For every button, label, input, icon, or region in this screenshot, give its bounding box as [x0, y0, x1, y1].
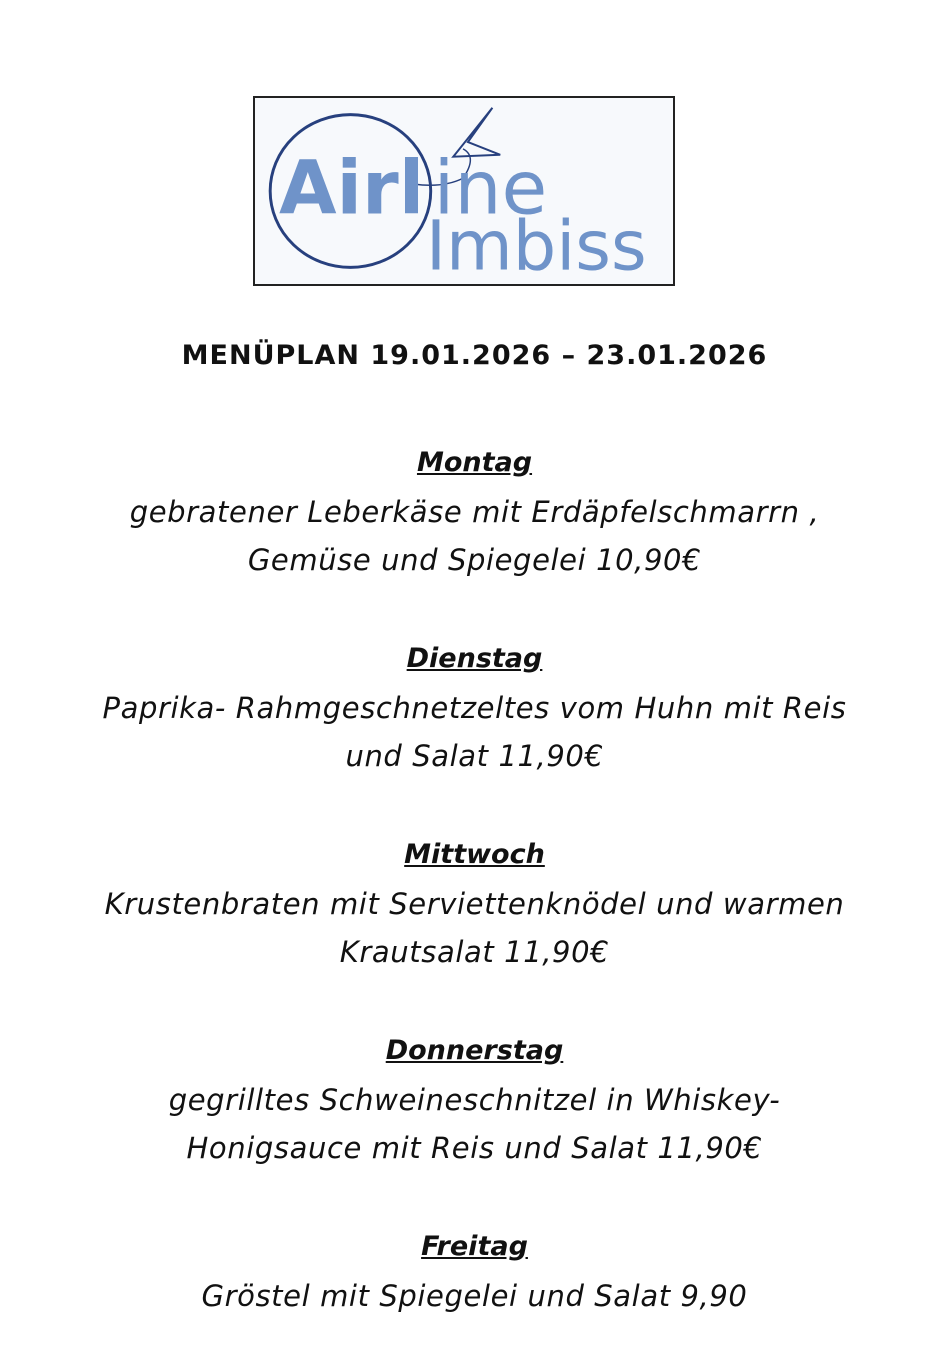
dish-line: Honigsauce mit Reis und Salat 11,90€ — [186, 1131, 763, 1165]
day-heading: Mittwoch — [404, 839, 545, 870]
dish-line: Gemüse und Spiegelei 10,90€ — [247, 543, 702, 577]
svg-text:Airl: Airl — [278, 144, 425, 232]
weekly-menu — [0, 440, 949, 1372]
day-heading: Donnerstag — [385, 1035, 564, 1066]
day-friday — [0, 1224, 949, 1320]
svg-text:Imbiss: Imbiss — [425, 206, 647, 284]
airline-imbiss-logo — [253, 96, 675, 286]
dish-line: Gröstel mit Spiegelei und Salat 9,90 — [201, 1279, 748, 1313]
menu-title: MENÜPLAN 19.01.2026 – 23.01.2026 — [181, 340, 768, 371]
day-tuesday — [0, 636, 949, 780]
svg-text:ine: ine — [433, 144, 548, 232]
dish-line: Paprika- Rahmgeschnetzeltes vom Huhn mit Reis — [102, 691, 847, 725]
dish-line: gegrilltes Schweineschnitzel in Whiskey- — [168, 1083, 781, 1117]
day-monday — [0, 440, 949, 584]
dish-line: gebratener Leberkäse mit Erdäpfelschmarrn , — [129, 495, 820, 529]
dish-line: Krautsalat 11,90€ — [339, 935, 610, 969]
logo-graphic — [255, 98, 673, 284]
day-heading: Montag — [416, 447, 533, 478]
day-heading: Dienstag — [406, 643, 543, 674]
dish-line: und Salat 11,90€ — [345, 739, 604, 773]
day-wednesday — [0, 832, 949, 976]
dish-line: Krustenbraten mit Serviettenknödel und warmen — [104, 887, 845, 921]
day-heading: Freitag — [421, 1231, 528, 1262]
day-thursday — [0, 1028, 949, 1172]
